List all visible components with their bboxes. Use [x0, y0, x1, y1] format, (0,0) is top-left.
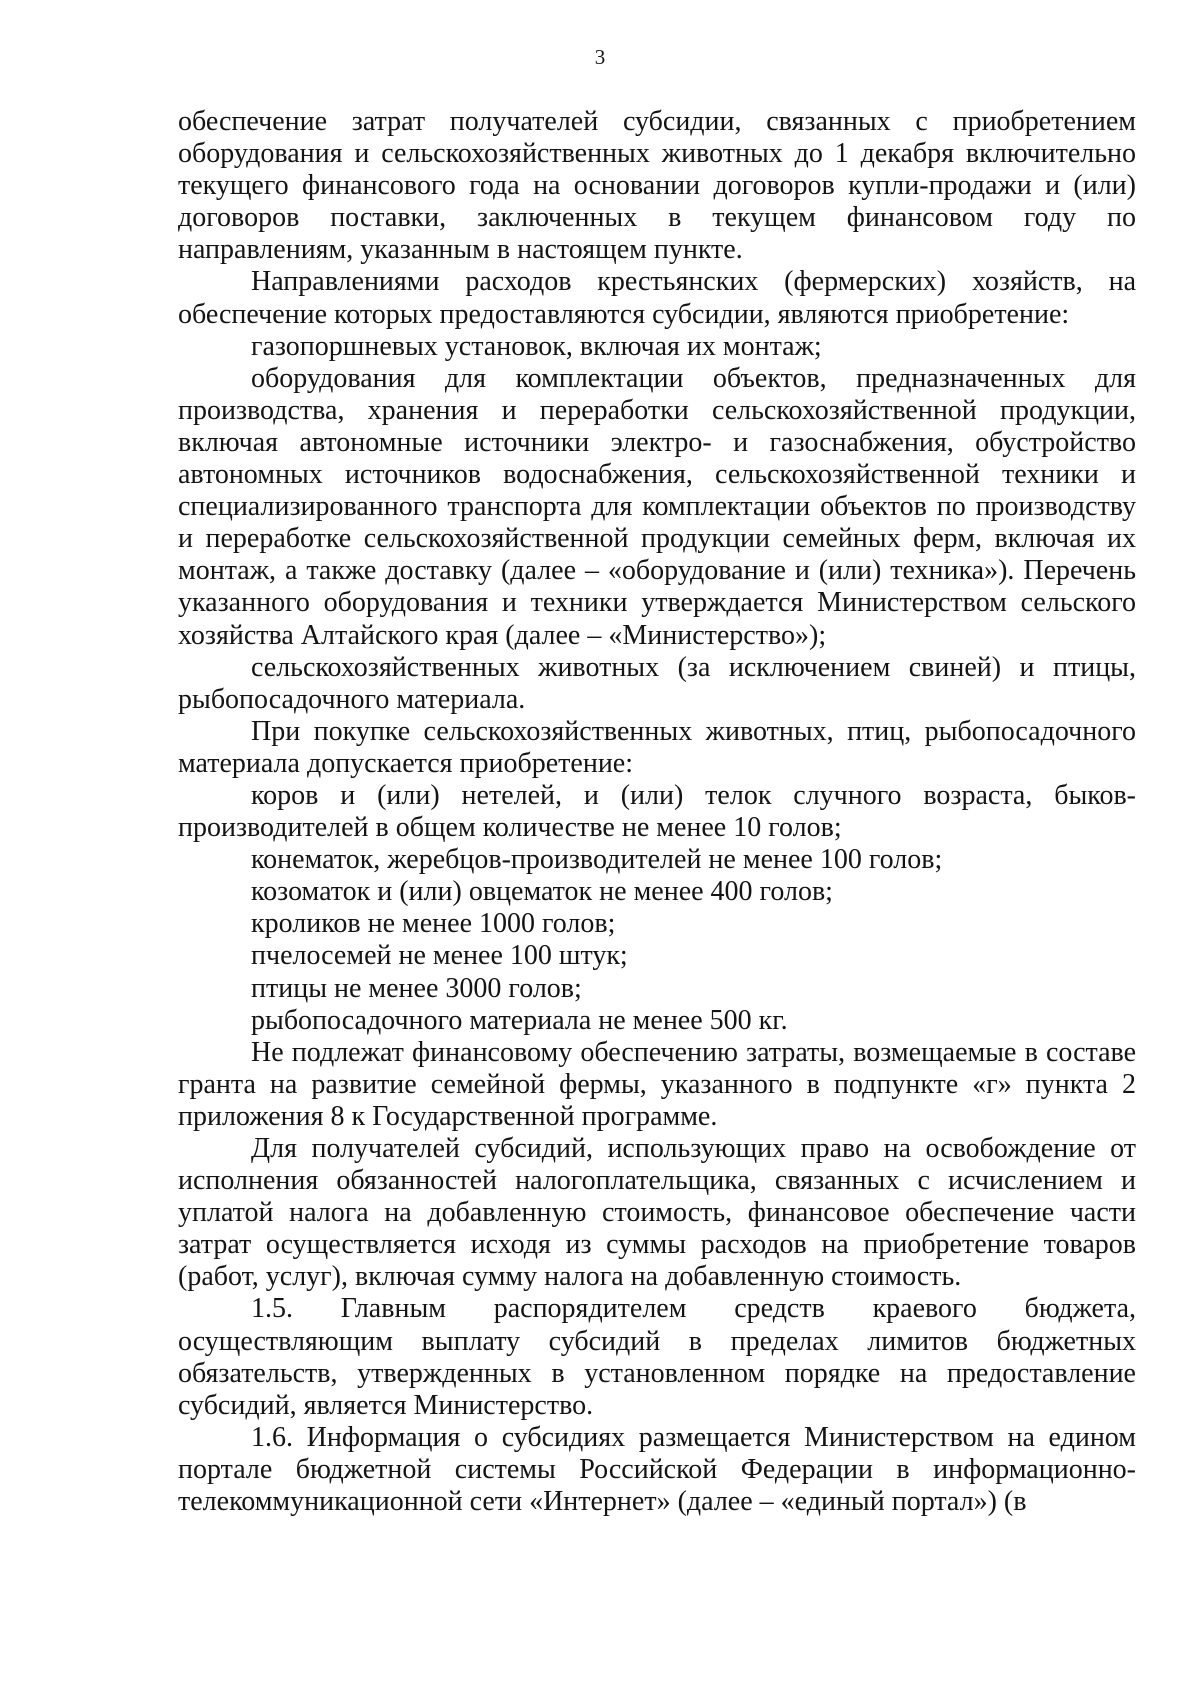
list-item: рыбопосадочного материала не менее 500 кг. [251, 1004, 788, 1036]
list-item: птицы не менее 3000 голов; [251, 972, 582, 1004]
paragraph: При покупке сельскохозяйственных животных, птиц, рыбопосадочного материала допускается приобретение: [178, 715, 1136, 779]
section-paragraph: 1.6. Информация о субсидиях размещается Министерством на едином портале бюджетной системы Российской Федерации в информационно-телекоммуникационной сети «Интернет» (далее – «единый портал») (в [178, 1421, 1136, 1518]
list-item: пчелосемей не менее 100 штук; [251, 940, 628, 972]
page-number: 3 [594, 45, 606, 69]
list-item: конематок, жеребцов-производителей не менее 100 голов; [251, 844, 943, 876]
list-item: кроликов не менее 1000 голов; [251, 908, 616, 940]
list-item: газопоршневых установок, включая их монтаж; [251, 330, 822, 362]
paragraph: обеспечение затрат получателей субсидии, связанных с приобретением оборудования и сельскохозяйственных животных до 1 декабря включительно текущего финансового года на основании договоров купли-продажи и (или) договоров поставки, заключенных в текущем финансовом году по направлениям, указанным в настоящем пункте. [178, 106, 1136, 266]
paragraph: Не подлежат финансовому обеспечению затраты, возмещаемые в составе гранта на развитие семейной фермы, указанного в подпункте «г» пункта 2 приложения 8 к Государственной программе. [178, 1036, 1136, 1132]
paragraph: Для получателей субсидий, использующих право на освобождение от исполнения обязанностей налогоплательщика, связанных с исчислением и уплатой налога на добавленную стоимость, финансовое обеспечение части затрат осуществляется исходя из суммы расходов на приобретение товаров (работ, услуг), включая сумму налога на добавленную стоимость. [178, 1133, 1136, 1293]
document-body [178, 106, 1136, 1518]
list-item: оборудования для комплектации объектов, предназначенных для производства, хранения и переработки сельскохозяйственной продукции, включая автономные источники электро- и газоснабжения, обустройство автономных источников водоснабжения, сельскохозяйственной техники и специализированного транспорта для комплектации объектов по производству и переработке сельскохозяйственной продукции семейных ферм, включая их монтаж, а также доставку (далее – «оборудование и (или) техника»). Перечень указанного оборудования и техники утверждается Министерством сельского хозяйства Алтайского края (далее – «Министерство»); [178, 362, 1136, 651]
section-paragraph: 1.5. Главным распорядителем средств краевого бюджета, осуществляющим выплату субсидий в пределах лимитов бюджетных обязательств, утвержденных в установленном порядке на предоставление субсидий, является Министерство. [178, 1293, 1136, 1421]
list-item: сельскохозяйственных животных (за исключением свиней) и птицы, рыбопосадочного материала. [178, 651, 1136, 715]
list-item: коров и (или) нетелей, и (или) телок случного возраста, быков-производителей в общем количестве не менее 10 голов; [178, 779, 1136, 844]
list-item: козоматок и (или) овцематок не менее 400 голов; [251, 876, 833, 908]
paragraph: Направлениями расходов крестьянских (фермерских) хозяйств, на обеспечение которых предоставляются субсидии, являются приобретение: [178, 266, 1136, 330]
